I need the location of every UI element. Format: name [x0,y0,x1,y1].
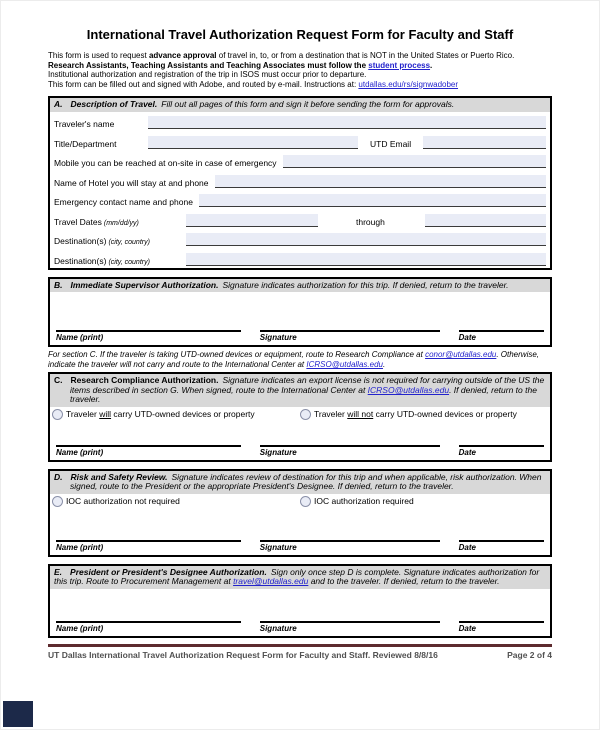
intro-line-1: This form is used to request advance approval of travel in, to, or from a destination that is NOT in the United States or Puerto Rico. [48,51,515,60]
section-b-signature-area [50,292,550,330]
section-a [48,96,552,270]
footer-text: UT Dallas International Travel Authorization Request Form for Faculty and Staff. Reviewed 8/8/16 [48,649,438,660]
name-print-label: Name (print) [56,445,241,457]
date-label: Date [459,330,544,342]
ioc-not-required-radio[interactable] [52,496,63,507]
section-d-header: D. Risk and Safety Review. Signature indicates review of destination for this trip and when applicable, risk authorization. When signed, route to the President or the appropriate President's Designee. If denied, return to the traveler. [50,471,550,494]
name-print-label: Name (print) [56,540,241,552]
name-print-label: Name (print) [56,330,241,342]
section-a-header: A. Description of Travel. Fill out all pages of this form and sign it before sending the form for approvals. [50,98,550,112]
travel-dates-format: (mm/dd/yy) [103,219,139,227]
page-footer [48,650,552,660]
traveler-name-label: Traveler's name [54,119,115,130]
row-traveler-name [50,112,550,132]
section-d-signature-area [50,508,550,540]
section-c-signature-area [50,421,550,445]
mobile-input[interactable] [283,155,546,168]
footer-divider [48,644,552,647]
section-b-signature-row [50,330,550,345]
title-department-input[interactable] [148,136,358,149]
section-c [48,372,552,462]
emergency-contact-label: Emergency contact name and phone [54,197,193,208]
icrso-email-link[interactable]: ICRSO@utdallas.edu [306,359,383,369]
hotel-input[interactable] [215,175,546,188]
page-number: Page 2 of 4 [507,649,552,660]
student-process-link[interactable]: student process [368,60,431,70]
conor-email-link[interactable]: conor@utdallas.edu [425,350,497,360]
section-e-signature-row [50,621,550,636]
name-print-label: Name (print) [56,621,241,633]
radio-option-ioc-not-required[interactable] [52,496,300,507]
section-d [48,469,552,557]
signature-label: Signature [260,330,441,342]
document-page [1,1,599,660]
section-b-header: B. Immediate Supervisor Authorization. Signature indicates authorization for this trip. If denied, return to the traveler. [50,279,550,293]
through-label: through [356,216,385,227]
row-emergency-contact [50,190,550,210]
section-d-radio-row [50,494,550,508]
signature-label: Signature [260,621,441,633]
travel-dates-label: Travel Dates (mm/dd/yy) [54,216,139,227]
date-label: Date [459,540,544,552]
icrso-email-link-2[interactable]: ICRSO@utdallas.edu [367,384,450,395]
signature-label: Signature [260,540,441,552]
row-destination-2 [50,248,550,268]
utd-email-label: UTD Email [370,138,412,149]
travel-date-end-input[interactable] [425,214,546,227]
radio-option-ioc-required[interactable] [300,496,548,507]
mobile-label: Mobile you can be reached at on-site in case of emergency [54,158,277,169]
page-title: International Travel Authorization Request Form for Faculty and Staff [86,27,514,42]
row-travel-dates [50,209,550,229]
intro-line-4: This form can be filled out and signed with Adobe, and routed by e-mail. Instructions at: utdallas.edu/rs/signwadober [48,79,459,89]
section-b [48,277,552,348]
section-e [48,564,552,638]
signature-label: Signature [260,445,441,457]
intro-text [48,51,552,89]
page-corner-artifact [3,701,33,727]
destination-2-label: Destination(s) (city, country) [54,255,150,266]
row-mobile [50,151,550,171]
will-not-carry-label: Traveler will not carry UTD-owned devices or property [314,409,517,420]
destination-1-input[interactable] [186,233,546,246]
travel-date-start-input[interactable] [186,214,318,227]
adobe-instructions-link[interactable]: utdallas.edu/rs/signwadober [358,79,459,89]
intro-line-2: Research Assistants, Teaching Assistants and Teaching Associates must follow the student process. [48,60,433,70]
section-c-radio-row [50,407,550,421]
destination-2-input[interactable] [186,253,546,266]
ioc-required-radio[interactable] [300,496,311,507]
row-destination-1 [50,229,550,249]
section-c-routing-note: For section C. If the traveler is taking UTD-owned devices or equipment, route to Research Compliance at conor@utdallas.edu. Otherwise, indicate the traveler will not carry and route to the International Center at ICRSO@utdallas.edu. [48,350,540,369]
section-c-signature-row [50,445,550,460]
radio-option-will-carry[interactable] [52,409,300,420]
section-e-header: E. President or President's Designee Authorization. Sign only once step D is complete. Signature indicates authorization for this trip. Route to Procurement Management at travel@utdallas.edu and to the traveler. If denied, return to the traveler. [50,566,550,589]
intro-line-3: Institutional authorization and registration of the trip in ISOS must occur prior to departure. [48,70,367,80]
date-label: Date [459,445,544,457]
section-c-header: C. Research Compliance Authorization. Signature indicates an export license is not required for carrying outside of the US the items described in section G. When signed, route to the International Center at ICRSO@utdallas.edu. If denied, return to the traveler. [50,374,550,407]
emergency-contact-input[interactable] [199,194,546,207]
ioc-required-label: IOC authorization required [314,496,414,507]
traveler-name-input[interactable] [148,116,546,129]
radio-option-will-not-carry[interactable] [300,409,548,420]
row-hotel [50,170,550,190]
section-e-signature-area [50,589,550,621]
will-carry-label: Traveler will carry UTD-owned devices or property [66,409,255,420]
travel-email-link[interactable]: travel@utdallas.edu [233,576,309,587]
ioc-not-required-label: IOC authorization not required [66,496,180,507]
section-d-signature-row [50,540,550,555]
will-carry-radio[interactable] [52,409,63,420]
title-department-label: Title/Department [54,138,117,149]
row-title-department [50,131,550,151]
destination-1-label: Destination(s) (city, country) [54,236,150,247]
will-not-carry-radio[interactable] [300,409,311,420]
utd-email-input[interactable] [423,136,546,149]
hotel-label: Name of Hotel you will stay at and phone [54,177,209,188]
date-label: Date [459,621,544,633]
